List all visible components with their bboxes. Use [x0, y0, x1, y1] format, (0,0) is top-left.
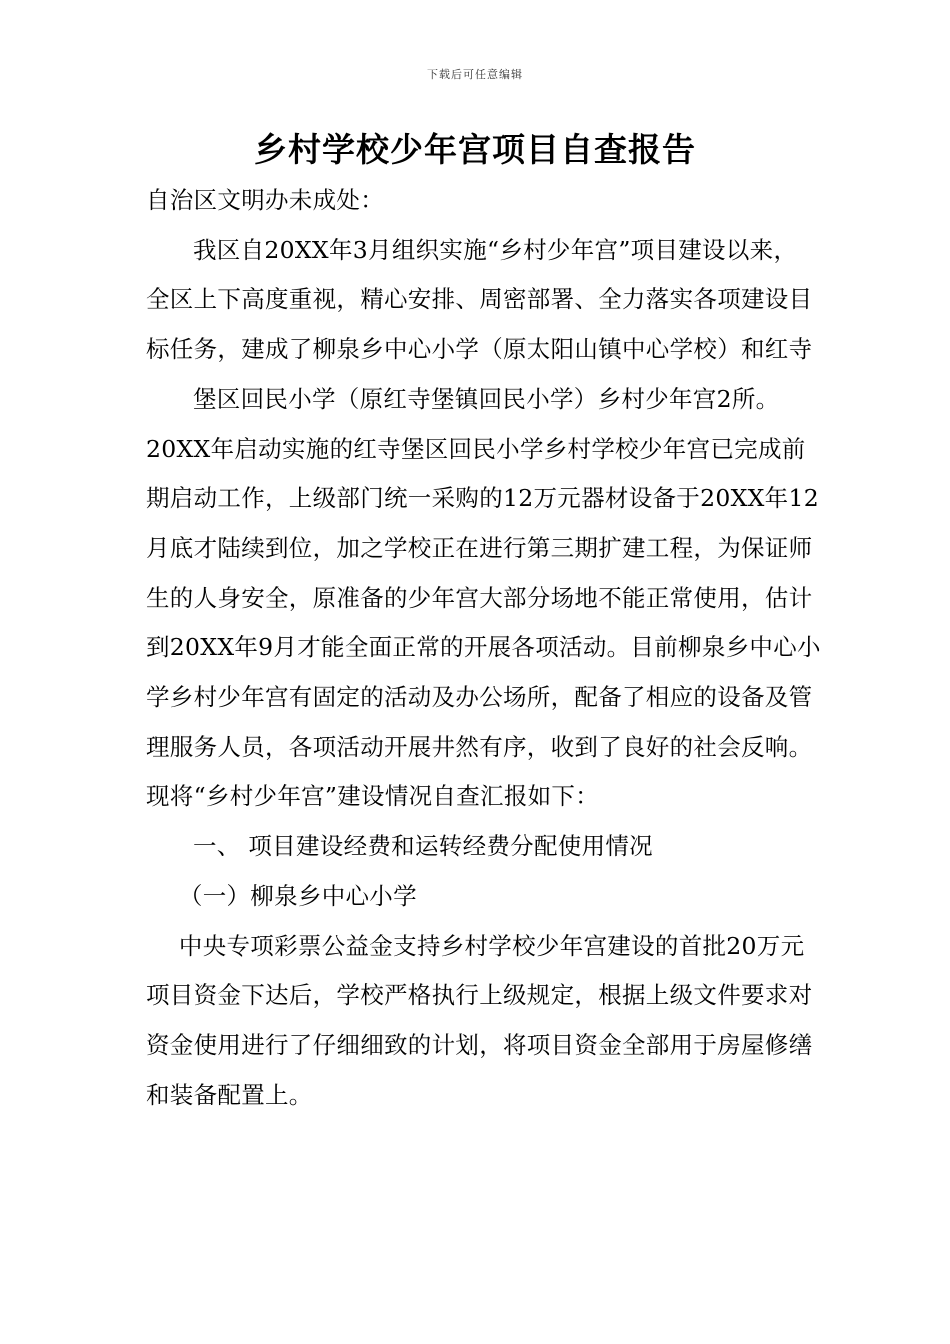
document-title: 乡村学校少年宫项目自查报告	[254, 130, 696, 169]
subsection-heading: （一）柳泉乡中心小学	[178, 881, 417, 910]
section-heading: 一、 项目建设经费和运转经费分配使用情况	[193, 832, 653, 861]
document-body	[146, 176, 821, 1120]
salutation: 自治区文明办未成处：	[146, 186, 384, 214]
paragraph: 堡区回民小学（原红寺堡镇回民小学）乡村少年宫2所。20XX年启动实施的红寺堡区回民小学乡村学校少年宫已完成前期启动工作，上级部门统一采购的12万元器材设备于20XX年12月底才陆续到位，加之学校正在进行第三期扩建工程，为保证师生的人身安全，原准备的少年宫大部分场地不能正常使用，估计到20XX年9月才能全面正常的开展各项活动。目前柳泉乡中心小学乡村少年宫有固定的活动及办公场所，配备了相应的设备及管理服务人员，各项活动开展井然有序，收到了良好的社会反响。现将“乡村少年宫”建设情况自查汇报如下：	[146, 384, 821, 811]
paragraph: 我区自20XX年3月组织实施“乡村少年宫”项目建设以来，全区上下高度重视，精心安排、周密部署、全力落实各项建设目标任务，建成了柳泉乡中心小学（原太阳山镇中心学校）和红寺	[146, 235, 813, 364]
paragraph: 中央专项彩票公益金支持乡村学校少年宫建设的首批20万元项目资金下达后，学校严格执行上级规定，根据上级文件要求对资金使用进行了仔细细致的计划，将项目资金全部用于房屋修缮和装备配置上。	[146, 931, 813, 1109]
header-note: 下载后可任意编辑	[427, 68, 523, 81]
